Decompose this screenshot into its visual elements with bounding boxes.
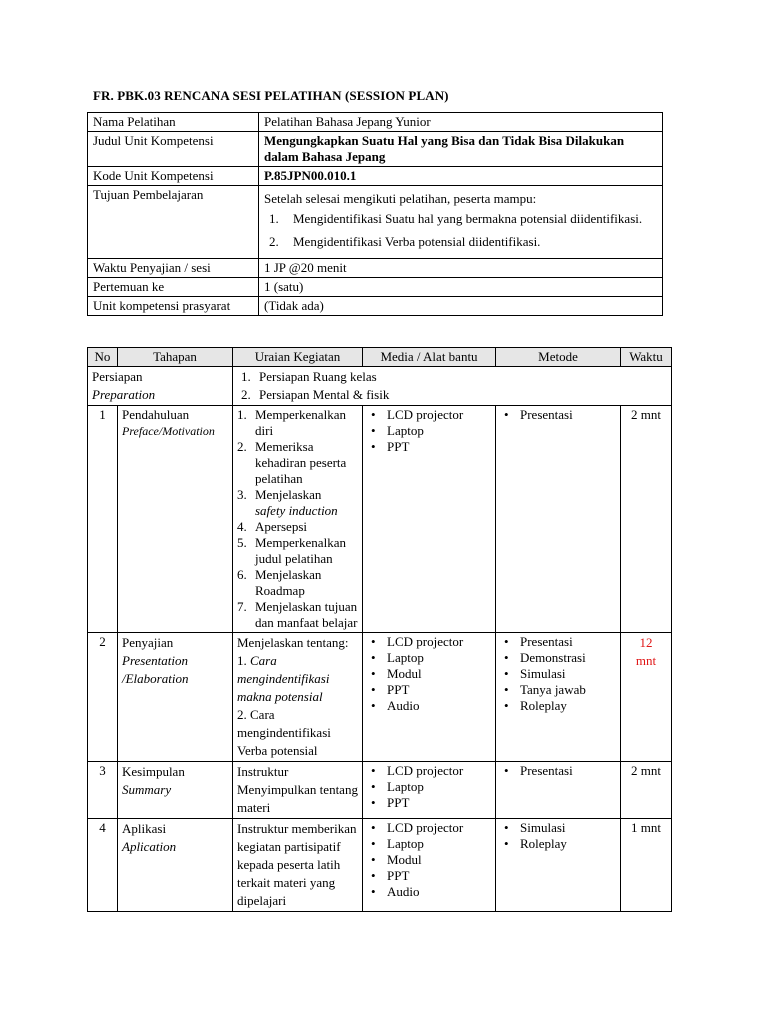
method-list (500, 820, 616, 852)
method-list (500, 407, 616, 423)
stage-label-en: Preface/Motivation (122, 424, 215, 438)
media-item: • PPT (367, 868, 491, 884)
session-table (87, 347, 672, 912)
media-item: • Laptop (367, 423, 491, 439)
item-number: 2. (237, 707, 247, 722)
stage-cell (118, 819, 233, 912)
item-number: 2. (237, 439, 247, 454)
media-item: • Audio (367, 698, 491, 714)
objective-text: Mengidentifikasi Verba potensial diidentifikasi. (293, 234, 541, 249)
media-list (367, 634, 491, 714)
session-row-1 (88, 406, 672, 633)
stage-label: Persiapan (92, 369, 143, 384)
info-value: Pelatihan Bahasa Jepang Yunior (259, 113, 663, 132)
media-item: • Laptop (367, 836, 491, 852)
stage-label: Penyajian (122, 635, 174, 650)
info-label: Kode Unit Kompetensi (88, 167, 259, 186)
media-item: • PPT (367, 795, 491, 811)
media-cell (363, 406, 496, 633)
info-row-kode (88, 167, 663, 186)
stage-cell (118, 633, 233, 762)
method-item: • Presentasi (500, 407, 616, 423)
item-text: Memeriksa kehadiran peserta pelatihan (255, 439, 347, 486)
info-table (87, 112, 663, 316)
objective-intro: Setelah selesai mengikuti pelatihan, peserta mampu: (264, 191, 537, 206)
preparation-item (237, 386, 667, 404)
info-label: Judul Unit Kompetensi (88, 132, 259, 167)
activity-cell: Instruktur Menyimpulkan tentang materi (233, 762, 363, 819)
preparation-items (233, 367, 672, 406)
info-value: (Tidak ada) (259, 297, 663, 316)
media-item: • LCD projector (367, 407, 491, 423)
column-header: Uraian Kegiatan (233, 348, 363, 367)
media-item: • Modul (367, 666, 491, 682)
method-list (500, 634, 616, 714)
method-list (500, 763, 616, 779)
info-value (259, 186, 663, 259)
item-number: 3. (237, 487, 247, 502)
duration: 2 mnt (621, 762, 672, 819)
info-value: 1 (satu) (259, 278, 663, 297)
method-item: • Demonstrasi (500, 650, 616, 666)
activity-intro: Menjelaskan tentang: (237, 635, 349, 650)
item-number: 4. (237, 519, 247, 534)
item-number: 5. (237, 535, 247, 550)
column-header: Waktu (621, 348, 672, 367)
item-text: Apersepsi (255, 519, 307, 534)
item-text: Cara mengindentifikasi Verba potensial (237, 707, 331, 758)
media-cell (363, 819, 496, 912)
objective-list (264, 211, 657, 250)
objective-number: 2. (269, 234, 279, 249)
stage-label: Pendahuluan (122, 407, 190, 422)
item-text: Menjelaskan (255, 487, 322, 502)
activity-item (237, 487, 358, 519)
info-row-judul (88, 132, 663, 167)
item-text: Cara mengindentifikasi makna potensial (237, 653, 330, 704)
info-row-pertemuan (88, 278, 663, 297)
info-row-waktu (88, 259, 663, 278)
column-header: Metode (496, 348, 621, 367)
activity-item (237, 567, 358, 599)
row-number: 4 (88, 819, 118, 912)
media-item: • PPT (367, 682, 491, 698)
item-text-italic: safety induction (255, 503, 338, 518)
column-header: Media / Alat bantu (363, 348, 496, 367)
activity-item (237, 599, 358, 631)
media-list (367, 820, 491, 900)
stage-label-en: Presentation (122, 653, 188, 668)
session-header-row (88, 348, 672, 367)
activity-list (237, 407, 358, 631)
method-item: • Presentasi (500, 763, 616, 779)
info-label: Unit kompetensi prasyarat (88, 297, 259, 316)
row-number: 1 (88, 406, 118, 633)
item-text: Memperkenalkan judul pelatihan (255, 535, 346, 566)
activity-item (237, 439, 358, 487)
objective-item (264, 211, 657, 227)
row-number: 3 (88, 762, 118, 819)
activity-item (237, 652, 358, 706)
item-text: Menjelaskan Roadmap (255, 567, 322, 598)
item-text: Persiapan Mental & fisik (259, 387, 390, 402)
media-item: • Modul (367, 852, 491, 868)
method-cell (496, 762, 621, 819)
column-header: Tahapan (118, 348, 233, 367)
activity-item (237, 519, 358, 535)
info-value: 1 JP @20 menit (259, 259, 663, 278)
info-label: Waktu Penyajian / sesi (88, 259, 259, 278)
item-number: 7. (237, 599, 247, 614)
stage-label-en: Aplication (122, 839, 177, 854)
media-item: • Laptop (367, 779, 491, 795)
item-number: 1. (241, 369, 251, 384)
method-cell (496, 406, 621, 633)
media-item: • Audio (367, 884, 491, 900)
method-item: • Roleplay (500, 698, 616, 714)
media-cell (363, 633, 496, 762)
activity-cell: Instruktur memberikan kegiatan partisipatif kepada peserta latih terkait materi yang dipelajari (233, 819, 363, 912)
activity-item (237, 706, 358, 760)
column-header: No (88, 348, 118, 367)
media-item: • PPT (367, 439, 491, 455)
media-item: • LCD projector (367, 763, 491, 779)
activity-item (237, 407, 358, 439)
media-item: • LCD projector (367, 634, 491, 650)
page-title: FR. PBK.03 RENCANA SESI PELATIHAN (SESSION PLAN) (93, 88, 449, 103)
row-number: 2 (88, 633, 118, 762)
item-text: Menjelaskan tujuan dan manfaat belajar (255, 599, 358, 630)
objective-number: 1. (269, 211, 279, 226)
method-cell (496, 819, 621, 912)
item-number: 1. (237, 653, 247, 668)
objective-text: Mengidentifikasi Suatu hal yang bermakna potensial diidentifikasi. (293, 211, 643, 226)
stage-label-en: /Elaboration (122, 671, 189, 686)
info-label: Pertemuan ke (88, 278, 259, 297)
preparation-item (237, 368, 667, 386)
method-item: • Presentasi (500, 634, 616, 650)
duration: 2 mnt (621, 406, 672, 633)
stage-label-en: Preparation (92, 387, 156, 402)
info-label: Tujuan Pembelajaran (88, 186, 259, 259)
stage-cell (88, 367, 233, 406)
method-item: • Simulasi (500, 820, 616, 836)
activity-item (237, 535, 358, 567)
media-cell (363, 762, 496, 819)
info-row-nama (88, 113, 663, 132)
session-row-4 (88, 819, 672, 912)
info-row-tujuan (88, 186, 663, 259)
item-text: Memperkenalkan diri (255, 407, 346, 438)
activity-cell (233, 633, 363, 762)
method-item: • Roleplay (500, 836, 616, 852)
media-list (367, 763, 491, 811)
media-list (367, 407, 491, 455)
item-number: 2. (241, 387, 251, 402)
stage-label-en: Summary (122, 782, 172, 797)
stage-label: Kesimpulan (122, 764, 185, 779)
media-item: • Laptop (367, 650, 491, 666)
info-row-prasyarat (88, 297, 663, 316)
duration: 1 mnt (621, 819, 672, 912)
stage-cell (118, 762, 233, 819)
session-row-2 (88, 633, 672, 762)
item-text: Persiapan Ruang kelas (259, 369, 377, 384)
stage-label: Aplikasi (122, 821, 167, 836)
info-label: Nama Pelatihan (88, 113, 259, 132)
method-item: • Simulasi (500, 666, 616, 682)
session-row-persiapan (88, 367, 672, 406)
item-number: 6. (237, 567, 247, 582)
info-value: P.85JPN00.010.1 (259, 167, 663, 186)
media-item: • LCD projector (367, 820, 491, 836)
info-value: Mengungkapkan Suatu Hal yang Bisa dan Tidak Bisa Dilakukan dalam Bahasa Jepang (259, 132, 663, 167)
stage-cell (118, 406, 233, 633)
duration: 12 mnt (621, 633, 672, 762)
objective-item (264, 234, 657, 250)
item-number: 1. (237, 407, 247, 422)
method-cell (496, 633, 621, 762)
session-row-3 (88, 762, 672, 819)
method-item: • Tanya jawab (500, 682, 616, 698)
activity-cell (233, 406, 363, 633)
